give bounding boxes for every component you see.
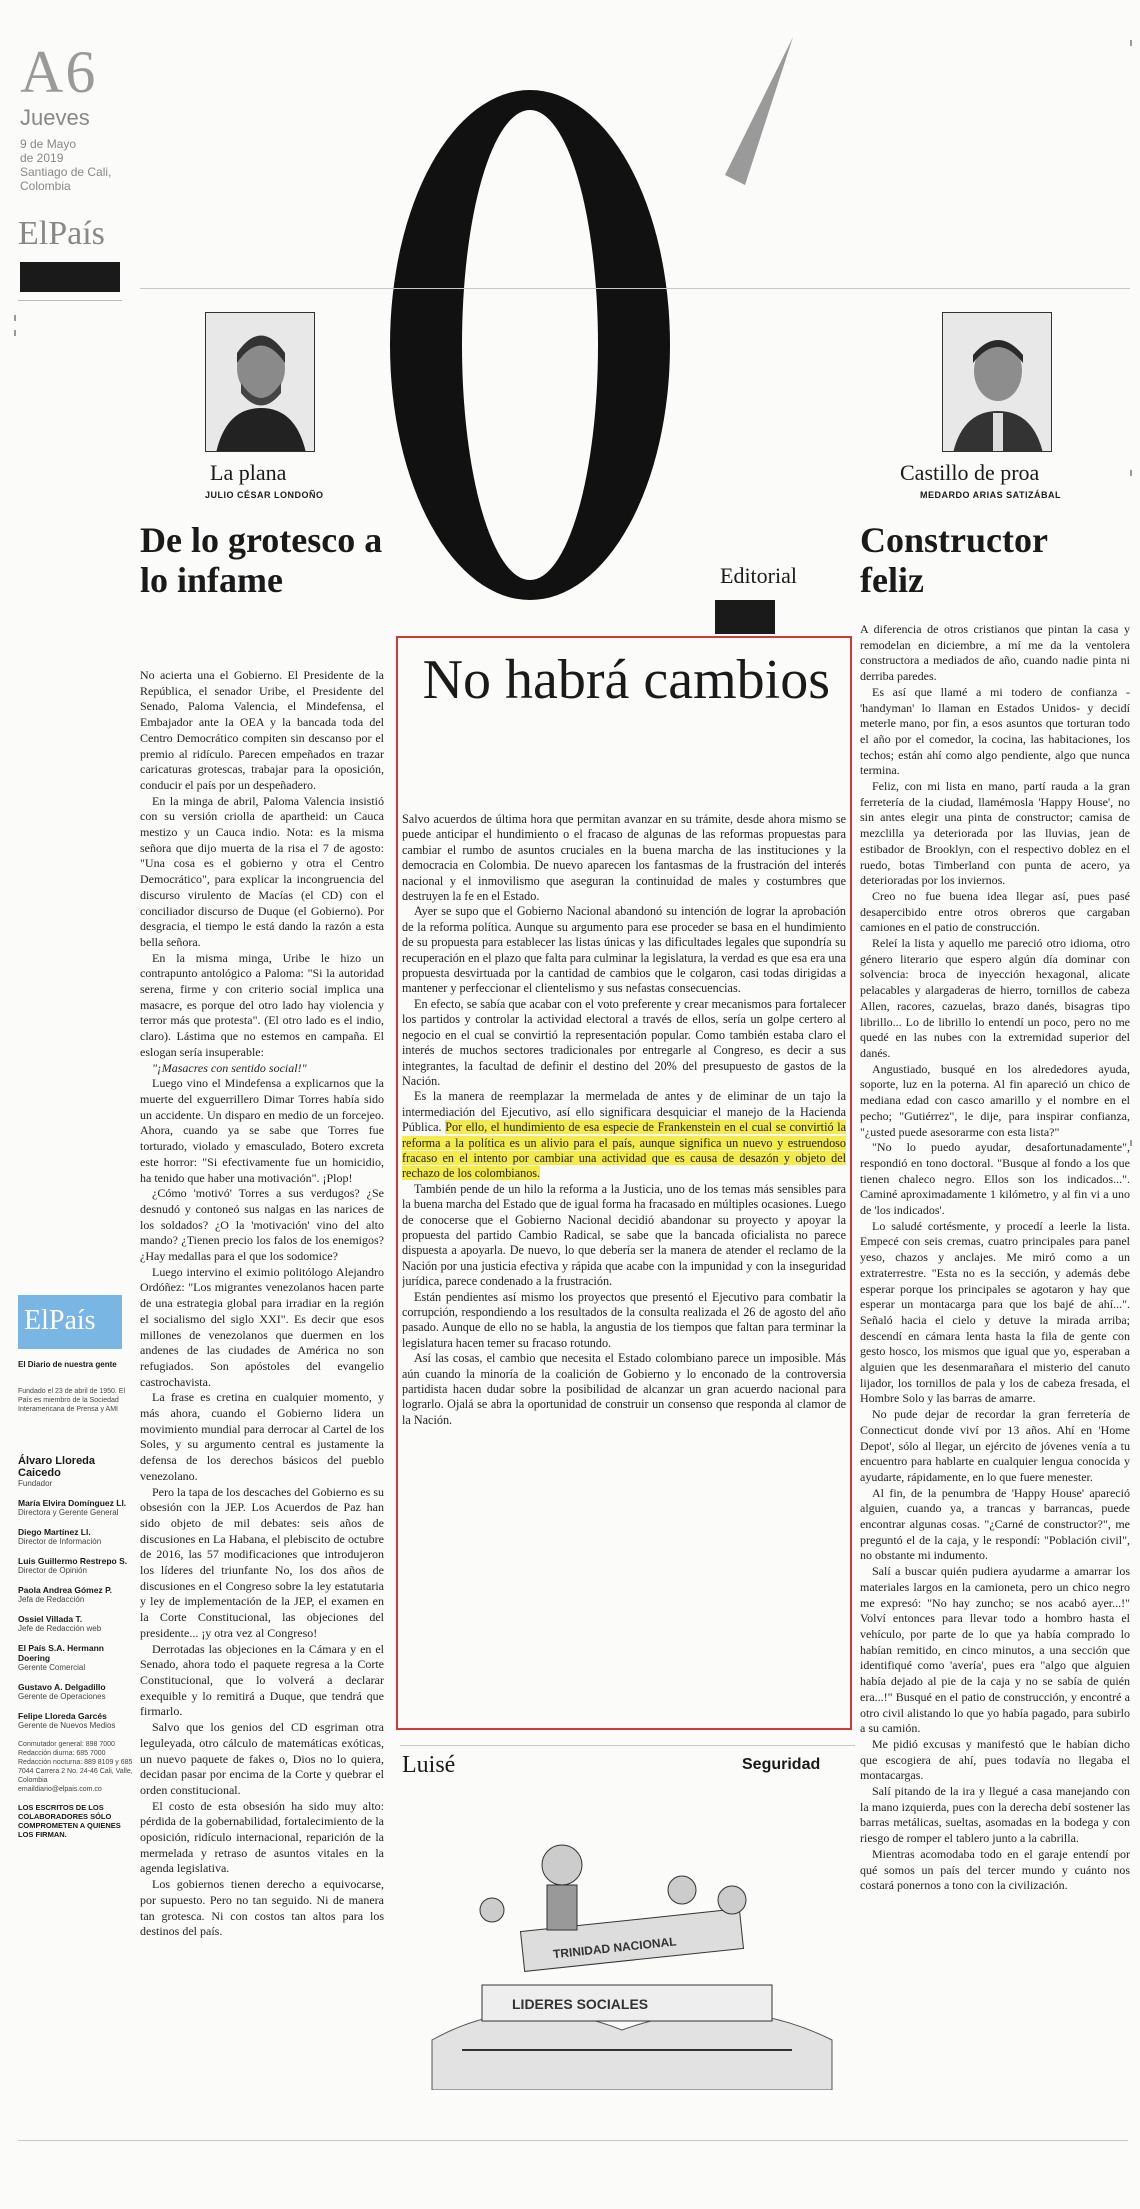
paragraph: A diferencia de otros cristianos que pintan la casa y remodelan en diciembre, a mí me da la ventolera constructora a mediados de año, cuando nadie pinta ni derriba paredes. [860,622,1130,684]
staff-name: Luis Guillermo Restrepo S. [18,1556,128,1566]
cartoon-illustration [402,1790,852,2090]
paragraph-highlighted [402,1089,846,1181]
staff-name: Paola Andrea Gómez P. [18,1585,113,1595]
staff-name: El País S.A. Hermann Doering [18,1643,104,1663]
divider [140,288,1130,289]
article-body-left [140,668,384,2098]
paragraph: Los gobiernos tienen derecho a equivocarse, por supuesto. Pero no tan seguido. Ni de manera tan grotesca. Ni con costos tan altos para los destinos del país. [140,1877,384,1939]
paragraph: Están pendientes así mismo los proyectos que presentó el Ejecutivo para combatir la corrupción, respondiendo a los resultados de la consulta realizada el 26 de agosto del año pasado. Aunque de ello no se habla, la angustia de los tiempos que faltan para terminar la legislatura hacen temer su fracaso rotundo. [402,1289,846,1350]
paragraph: Luego vino el Mindefensa a explicarnos que la muerte del exguerrillero Dimar Torres había sido un accidente. Un disparo en medio de un forcejeo. Ahora, cuando ya se sabe que Torres fue torturado, violado y emasculado, Botero excreta este horror: "Si efectivamente fue un homicidio, ha tenido que haber una motivación". ¡Plop! [140,1076,384,1185]
staff-role: Gerente Comercial [18,1663,86,1672]
paragraph: Al fin, de la penumbra de 'Happy House' apareció alguien, cuando ya, a trancas y barrancas, puede encontrar algunas cosas. "¿Carné de constructor?", me preguntó el de la caja, y le respondí: "Población civil", no obstante mi indumento. [860,1485,1130,1563]
editorial-body [402,812,846,1724]
paragraph: En la minga de abril, Paloma Valencia insistió con su versión criolla de apartheid: un Cauca mestizo y un Cauca indio. Nota: es la misma señora que dijo muerta de la risa el 7 de agosto: "Una cosa es el gobierno y otra el Centro Democrático", para explicar la incongruencia del discurso virulento de Macías (el CD) con el conciliador discurso de Duque (el Gobierno). Por desgracia, el tiempo le está dando la razón a esta bella señora. [140,793,384,949]
brand-logo: ElPaís [18,215,105,252]
staff-role: Gerente de Operaciones [18,1692,106,1701]
date-line-4: Colombia [20,179,71,193]
staff-name: María Elvira Domínguez Ll. [18,1498,127,1508]
paragraph: En la misma minga, Uribe le hizo un contrapunto antológico a Paloma: "Si la autoridad serena, firme y con criterio social implica una masacre, es porque del otro lado hay violencia y terror más que protesta". (El otro lado es el indio, claro). Lástima que no estemos en campaña. El eslogan sería insuperable: [140,950,384,1059]
paragraph: Feliz, con mi lista en mano, partí rauda a la gran ferretería de la ciudad, llamémosla 'Happy House', no sin antes elegir una pinta de constructor; camisa de mezclilla ya deteriorada por las lluvias, jean de estibador de Brooklyn, con el respectivo doblez en el ruedo, botas Timberland con punta de acero, ya deterioradas por los inviernos. [860,779,1130,888]
article-body-right [860,622,1130,2112]
sidebar-founded: Fundado el 23 de abril de 1950. El País es miembro de la Sociedad Interamericana de Prensa y AMI [18,1388,126,1413]
staff-role: Fundador [18,1479,53,1488]
cartoonist-name: Luisé [402,1752,456,1778]
headline-right: Constructor feliz [860,520,1048,600]
editorial-bar [715,600,775,634]
cartoon-title: Seguridad [742,1756,821,1773]
staff-role: Gerente de Nuevos Medios [18,1721,116,1730]
section-label-right: Castillo de proa [900,460,1040,485]
paragraph: Salvo acuerdos de última hora que permitan avanzar en su trámite, desde ahora mismo se puede anticipar el hundimiento o el fracaso de algunas de las reformas propuestas para cambiar el rumbo de asuntos cruciales en la buena marcha de las instituciones y la democracia en Colombia. De nuevo aparecen los fantasmas de la frustración del interés nacional y el inmovilismo que aseguran la continuidad de males y costumbres que destruyen la fe en el Estado. [402,812,846,904]
staff-role: Director de Información [18,1537,102,1546]
paragraph: Luego intervino el eximio politólogo Alejandro Ordóñez: "Los migrantes venezolanos hacen parte de una estrategia global para irradiar en la región el socialismo del siglo XXI". Es decir que esos millones de venezolanos que duermen en los andenes de las ciudades de América no son refugiados. Son apóstoles del evangelio castrochavista. [140,1264,384,1389]
contact-info: Conmutador general: 898 7000 Redacción diurna: 685 7000 Redacción nocturna: 889 8109 y 685 7044 Carrera 2 No. 24-46 Cali, Valle, Colombia emaildiario@elpais.com.co [18,1741,133,1793]
disclaimer: LOS ESCRITOS DE LOS COLABORADORES SÓLO COMPROMETEN A QUIENES LOS FIRMAN. [18,1803,121,1839]
staff-role: Directora y Gerente General [18,1508,119,1517]
edge-mark [1130,1140,1132,1146]
paragraph: El costo de esta obsesión ha sido muy alto: pérdida de la gobernabilidad, fortalecimiento de la oposición, ridículo internacional, reparición de la mermelada y retraso de asuntos vitales en la agenda legislativa. [140,1798,384,1876]
paragraph: Mientras acomodaba todo en el garaje entendí por qué somos un país del tercer mundo y cuánto nos costará ponernos a tono con la civilización. [860,1846,1130,1893]
big-o-letter [380,80,680,610]
paragraph-lead: Es la manera de reemplazar la mermelada de antes y de eliminar de un tajo la intermediación del Ejecutivo, así ello significara desquiciar el manejo de la Hacienda Pública. [402,1089,846,1135]
paragraph: Angustiado, busqué en los alrededores ayuda, soporte, luz en la poterna. Al fin apareció un chico de mediana edad con casco amarillo y el nombre en el pecho; "Gutiérrez", le dije, para inspirar confianza, "¿usted puede asesorarme con esta lista?" [860,1061,1130,1139]
paragraph: La frase es cretina en cualquier momento, y más ahora, cuando el Gobierno lidera un movimiento mundial para derrocar al Cartel de los Soles, y su argumento central es justamente la defensa de los derechos básicos del pueblo venezolano. [140,1390,384,1483]
paragraph: Lo saludé cortésmente, y procedí a leerle la lista. Empecé con seis cremas, cuatro principales para panel yeso, chazos y anclajes. Me miró como a un extraterrestre. "Esta no es la sección, y además debe esperar porque los principales se agotaron y hay que esperar un montacarga para que los bajé de ahí...". Señaló hacia el cielo y detuve la mirada arriba; descendí en cámara lenta hasta la fila de gente con gesto hosco, los mismos que igual que yo, esperaban a alguien que les desenmarañara el misterio del canuto lijador, los tornillos de pala y los de cabeza fresada, el Hombre Solo y las barras de amarre. [860,1218,1130,1406]
sidebar-brand-logo: ElPaís [24,1305,96,1336]
paragraph: No acierta una el Gobierno. El Presidente de la República, el senador Uribe, el Presidente del Senado, Paloma Valencia, el Mindefensa, el Embajador ante la OEA y la bancada toda del Centro Democrático compiten sin descanso por el premio al ridículo. Parecen empeñados en trazar caricaturas grotescas, trabajar para la oposición, conducir el país por un despeñadero. [140,668,384,792]
paragraph: Salí pitando de la ira y llegué a casa manejando con la mano izquierda, pues con la derecha debí sostener las barras metálicas, sueltas, asomadas en la bodega y con riesgo de romper el tablero junto a la cabrilla. [860,1784,1130,1846]
cartoon-sign-2: LIDERES SOCIALES [512,1996,649,2012]
headline-left: De lo grotesco a lo infame [140,520,383,600]
accent-mark [715,35,795,215]
cartoon-sign-1: TRINIDAD NACIONAL [552,1934,678,1962]
portrait-icon [943,313,1052,452]
staff-name: Álvaro Lloreda Caicedo [18,1455,96,1479]
edge-mark [1130,40,1132,46]
divider [400,1745,855,1746]
sidebar-tagline: El Diario de nuestra gente [18,1360,117,1369]
author-byline-right: MEDARDO ARIAS SATIZÁBAL [920,490,1061,500]
paragraph: Ayer se supo que el Gobierno Nacional abandonó su intención de lograr la aprobación de la reforma política. Aunque su argumento para ese proceder se basa en el hundimiento de su propuesta para establecer las listas únicas y las dificultades legales que supondría su recuperación en el plazo que falta para culminar la legislatura, la verdad es que esa era una propuesta desvirtuada por la cantidad de cambios que le colgaron, casi todas dirigidas a mantener y perfeccionar el clientelismo y sus nefastas consecuencias. [402,904,846,996]
columnist-photo-right [942,312,1052,452]
brand-bar [20,262,120,292]
paragraph: No pude dejar de recordar la gran ferretería de Connecticut donde viví por 13 años. Ahí en 'Home Depot', sólo al llegar, un ejército de jóvenes venía a tu encuentro para hablarte en cualquier lengua conocida y ayudarte, rápidamente, en lo que fuere menester. [860,1407,1130,1484]
paragraph: Creo no fue buena idea llegar así, pues pasé desapercibido entre otros obreros que cargaban camiones en el patio de construcción. [860,888,1130,935]
paragraph: Es así que llamé a mi todero de confianza -'handyman' lo llaman en Estados Unidos- y decidí meterle mano, por fin, a esos asuntos que torturan todo el año por el comedor, la cocina, las habitaciones, los techos; están ahí como algo pendiente, algo que nunca termina. [860,684,1130,778]
staff-directory [18,1455,133,1839]
divider [18,300,122,301]
paragraph: En efecto, se sabía que acabar con el voto preferente y crear mecanismos para fortalecer los partidos y controlar la actividad electoral a través de ellos, sería un golpe certero al negocio en el cual se convirtió la representación popular. Como también estaba claro el interés de muchos sectores tradicionales por entregarle al Congreso, es decir a sus integrantes, la facultad de definir el destino del 20% del presupuesto de gastos de la Nación. [402,996,846,1088]
paragraph: Derrotadas las objeciones en la Cámara y en el Senado, ahora todo el paquete regresa a la Corte Constitucional, que lo volverá a declarar exequible y lo remitirá a Duque, que tendrá que firmarlo. [140,1641,384,1719]
section-label-left: La plana [210,460,287,485]
paragraph: "No lo puedo ayudar, desafortunadamente", respondió en tono doctoral. "Busque al fondo a los que tienen chaleco negro. Ellos son los indicados...". Caminé aproximadamente 1 kilómetro, y al fin vi a uno de 'los indicados'. [860,1140,1130,1218]
author-byline-left: JULIO CÉSAR LONDOÑO [205,490,324,500]
staff-name: Gustavo A. Delgadillo [18,1682,106,1692]
staff-role: Jefa de Redacción [18,1595,85,1604]
paragraph: Salvo que los genios del CD esgriman otra leguleyada, otro cálculo de matemáticas exóticas, un nuevo paquete de fakes o, Dios no lo quiera, decidan pasar por encima de la Corte y quebrar el orden constitucional. [140,1720,384,1797]
staff-name: Diego Martínez Ll. [18,1527,91,1537]
edge-mark [14,315,16,321]
staff-role: Jefe de Redacción web [18,1624,102,1633]
staff-role: Director de Opinión [18,1566,87,1575]
paragraph: Me pidió excusas y manifestó que le habían dicho que escogiera de ahí, pues todavía no llegaba el montacargas. [860,1736,1130,1783]
dateline [20,137,111,193]
staff-name: Ossiel Villada T. [18,1614,83,1624]
divider [18,2140,1128,2141]
date-line-1: 9 de Mayo [20,137,77,151]
paragraph: Salí a buscar quién pudiera ayudarme a amarrar los materiales largos en la camioneta, pero un chico negro me expresó: "No hay zuncho; se nos acabó ayer...!" Volví entonces para llevar todo a hombro hasta el vehículo, por parte de lo que ya había comprado lo habían remitido, en cinco minutos, a una sección que identifiqué como 'avería', pues era "algo que alguien había dejado al pie de la caja y no se sabía de quién era...!" Busqué en el patio de construcción, y encontré a otro civil alistando lo que yo había pagado, para subirlo a su camión. [860,1564,1130,1736]
date-line-3: Santiago de Cali, [20,165,112,179]
paragraph: Así las cosas, el cambio que necesita el Estado colombiano parece un imposible. Más aún cuando la minoría de la coalición de Gobierno y lo enconado de la controversia partidista hacen dudar sobre la posibilidad de alcanzar un gran acuerdo nacional para lograrlo. Ojalá se abra la oportunidad de construir un consenso que responda al clamor de la Nación. [402,1351,846,1427]
paragraph: Pero la tapa de los descaches del Gobierno es su obsesión con la JEP. Los Acuerdos de Paz han sido objeto de mil debates: seis años de discusiones en La Habana, el plebiscito de octubre de 2016, las 57 modificaciones que introdujeron los líderes del triunfante No, los dos años de discusiones en el Congreso sobre la ley estatutaria y ley de implementación de la JEP, el examen en la Corte Constitucional, las objeciones del presidente... ¡y otra vez al Congreso! [140,1484,384,1640]
date-line-2: de 2019 [20,151,64,165]
paragraph: También pende de un hilo la reforma a la Justicia, uno de los temas más sensibles para la buena marcha del Estado que de igual forma ha fracasado en múltiples ocasiones. Luego de conocerse que el Gobierno Nacional decidió abandonar su proyecto y apoyar la propuesta del partido Cambio Radical, se sabe que la bancada oficialista no parece dispuesta a apoyarla. De nuevo, lo que debería ser la manera de atender el reclamo de la Nación por una justicia efectiva y rápida que acabe con la impunidad y con la inseguridad jurídica, parece condenado a la frustración. [402,1181,846,1289]
paragraph: ¿Cómo 'motivó' Torres a sus verdugos? ¿Se desnudó y contoneó sus nalgas en las narices de los soldados? ¿O la 'motivación' vino del alto mando? ¿Tienen precio los falos de los enemigos? ¿Hay medallas para el que los sodomice? [140,1186,384,1264]
editorial-headline: No habrá cambios [422,649,830,711]
page-number: A6 [20,39,98,105]
highlighted-text: Por ello, el hundimiento de esa especie de Frankenstein en el cual se convirtió la reforma a la política es un alivio para el país, aunque significa un nuevo y estruendoso fracaso en el intento por cambiar una actividad que es causa de desazón y objeto del rechazo de los colombianos. [402,1120,846,1181]
weekday: Jueves [20,105,90,130]
paragraph: Releí la lista y aquello me pareció otro idioma, otro género literario que espero algún día dominar con solvencia: broca de inyección hexagonal, alicate pelacables y alargaderas de hierro, tornillos de cabeza Allen, racores, cazuelas, brazo danés, bisagras tipo librillo... Lo de librillo lo entendí un poco, pero no me quedé en las nubes con la extremidad superior del danés. [860,936,1130,1060]
paragraph: "¡Masacres con sentido social!" [152,1060,307,1075]
staff-name: Felipe Lloreda Garcés [18,1711,107,1721]
portrait-icon [206,313,315,452]
columnist-photo-left [205,312,315,452]
editorial-label: Editorial [720,563,797,588]
edge-mark [1130,470,1132,476]
edge-mark [14,330,16,336]
